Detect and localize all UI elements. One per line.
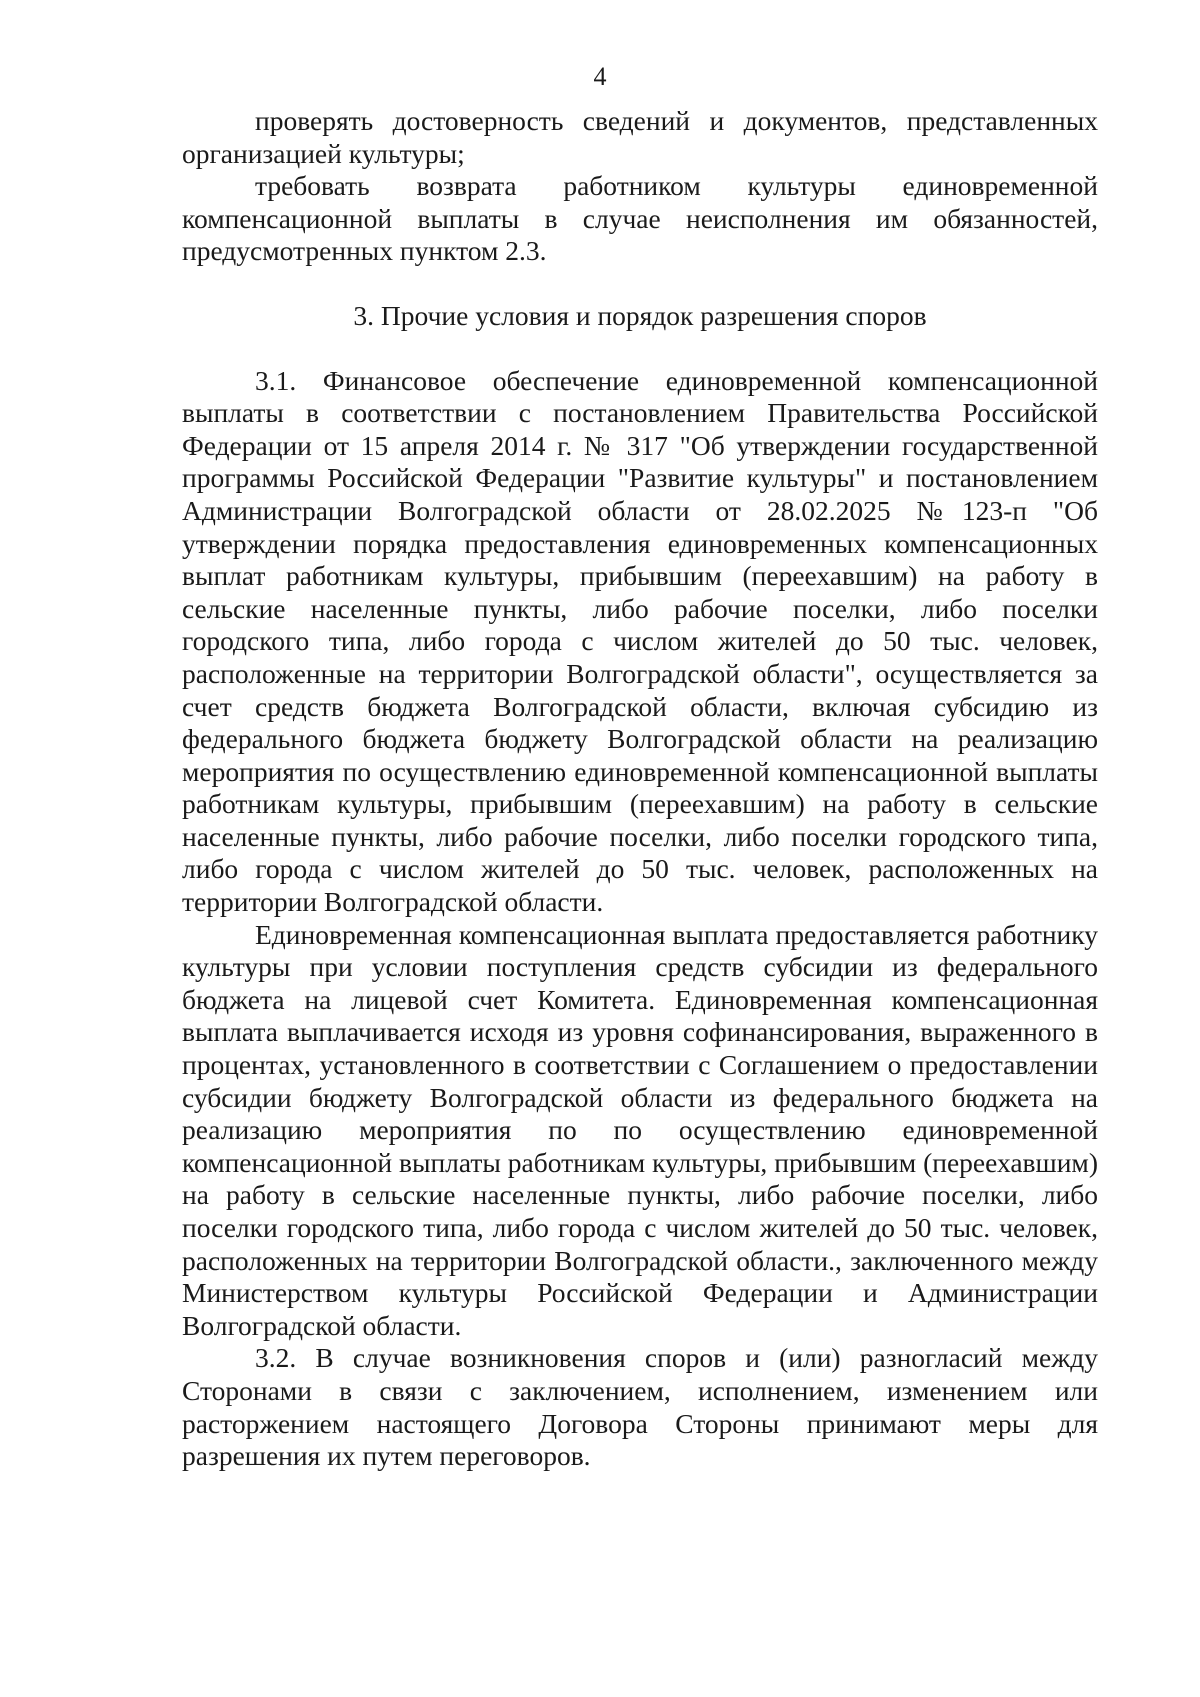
document-body <box>182 105 1098 1473</box>
paragraph-payment-conditions: Единовременная компенсационная выплата предоставляется работнику культуры при условии поступления средств субсидии из федерального бюджета на лицевой счет Комитета. Единовременная компенсационная выплата выплачивается исходя из уровня софинансирования, выраженного в процентах, установленного в соответствии с Соглашением о предоставлении субсидии бюджету Волгоградской области из федерального бюджета на реализацию мероприятия по по осуществлению единовременной компенсационной выплаты работникам культуры, прибывшим (переехавшим) на работу в сельские населенные пункты, либо рабочие поселки, либо поселки городского типа, либо города с числом жителей до 50 тыс. человек, расположенных на территории Волгоградской области., заключенного между Министерством культуры Российской Федерации и Администрации Волгоградской области. <box>182 918 1098 1341</box>
paragraph-3-2-disputes: 3.2. В случае возникновения споров и (или) разногласий между Сторонами в связи с заключением, исполнением, изменением или расторжением настоящего Договора Стороны принимают меры для разрешения их путем переговоров. <box>182 1342 1098 1472</box>
paragraph-demand-refund: требовать возврата работником культуры единовременной компенсационной выплаты в случае неисполнения им обязанностей, предусмотренных пунктом 2.3. <box>182 170 1098 267</box>
section-heading-3: 3. Прочие условия и порядок разрешения споров <box>353 299 927 331</box>
paragraph-3-1-financing: 3.1. Финансовое обеспечение единовременной компенсационной выплаты в соответствии с постановлением Правительства Российской Федерации от 15 апреля 2014 г. № 317 "Об утверждении государственной программы Российской Федерации "Развитие культуры" и постановлением Администрации Волгоградской области от 28.02.2025 №123-п "Об утверждении порядка предоставления единовременных компенсационных выплат работникам культуры, прибывшим (переехавшим) на работу в сельские населенные пункты, либо рабочие поселки, либо поселки городского типа, либо города с числом жителей до 50 тыс. человек, расположенные на территории Волгоградской области", осуществляется за счет средств бюджета Волгоградской области, включая субсидию из федерального бюджета бюджету Волгоградской области на реализацию мероприятия по осуществлению единовременной компенсационной выплаты работникам культуры, прибывшим (переехавшим) на работу в сельские населенные пункты, либо рабочие поселки, либо поселки городского типа, либо города с числом жителей до 50 тыс. человек, расположенных на территории Волгоградской области. <box>182 364 1098 918</box>
page-number: 4 <box>593 62 607 91</box>
paragraph-verify-documents: проверять достоверность сведений и документов, представленных организацией культуры; <box>182 105 1098 169</box>
